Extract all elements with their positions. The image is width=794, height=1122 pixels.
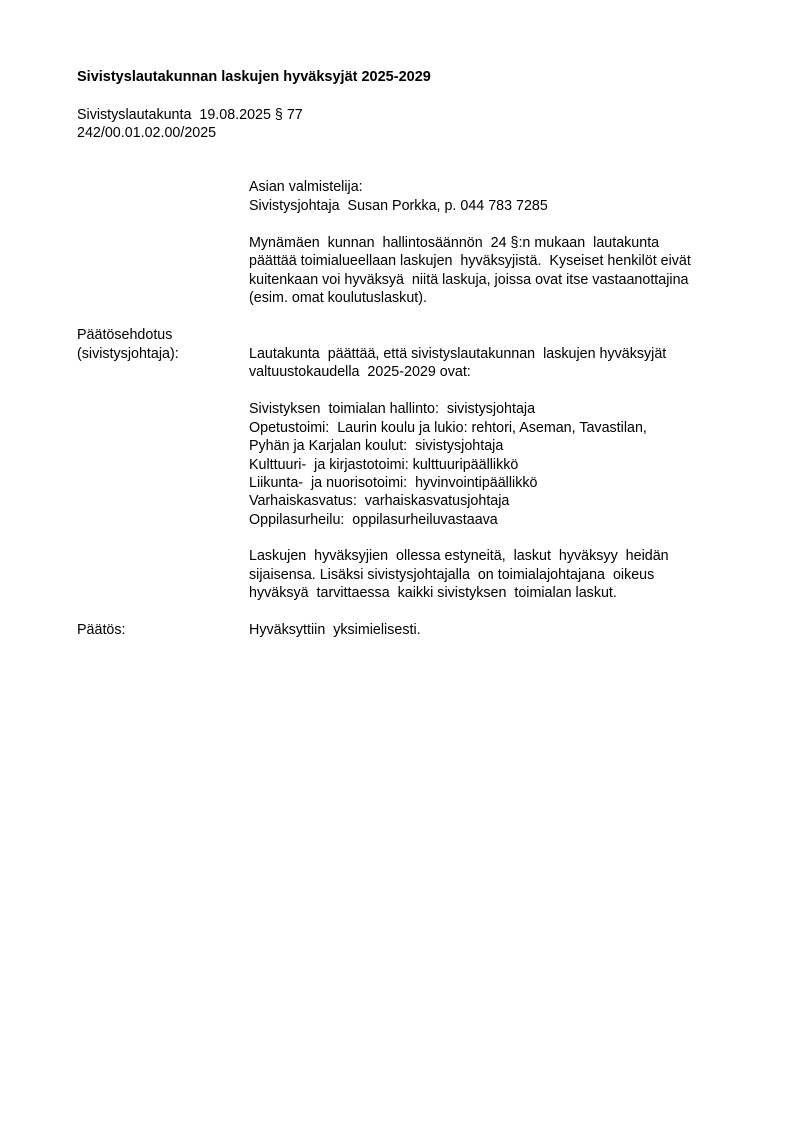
meeting-info: Sivistyslautakunta 19.08.2025 § 77 xyxy=(77,107,303,123)
proposal-intro-line: valtuustokaudella 2025-2029 ovat: xyxy=(249,364,471,380)
background-line: kuitenkaan voi hyväksyä niitä laskuja, joissa ovat itse vastaanottajina xyxy=(249,272,689,288)
decision-text: Hyväksyttiin yksimielisesti. xyxy=(249,622,421,638)
background-line: (esim. omat koulutuslaskut). xyxy=(249,290,427,306)
approver-line: Oppilasurheilu: oppilasurheiluvastaava xyxy=(249,512,498,528)
substitutes-line: Laskujen hyväksyjien ollessa estyneitä, laskut hyväksyy heidän xyxy=(249,548,669,564)
case-number: 242/00.01.02.00/2025 xyxy=(77,125,217,141)
background-line: päättää toimialueellaan laskujen hyväksyjistä. Kyseiset henkilöt eivät xyxy=(249,253,691,269)
preparer-name: Sivistysjohtaja Susan Porkka, p. 044 783 7285 xyxy=(249,198,548,214)
preparer-label: Asian valmistelija: xyxy=(249,179,363,195)
substitutes-line: hyväksyä tarvittaessa kaikki sivistyksen toimialan laskut. xyxy=(249,585,617,601)
document-title: Sivistyslautakunnan laskujen hyväksyjät 2025-2029 xyxy=(77,69,431,85)
proposal-label: Päätösehdotus xyxy=(77,327,173,343)
proposal-label-sub: (sivistysjohtaja): xyxy=(77,346,179,362)
proposal-intro-line: Lautakunta päättää, että sivistyslautakunnan laskujen hyväksyjät xyxy=(249,346,667,362)
approver-line: Kulttuuri- ja kirjastotoimi: kulttuuripäällikkö xyxy=(249,457,519,473)
approver-line: Sivistyksen toimialan hallinto: sivistysjohtaja xyxy=(249,401,536,417)
approver-line: Liikunta- ja nuorisotoimi: hyvinvointipäällikkö xyxy=(249,475,538,491)
approver-line: Pyhän ja Karjalan koulut: sivistysjohtaja xyxy=(249,438,504,454)
decision-label: Päätös: xyxy=(77,622,126,638)
background-line: Mynämäen kunnan hallintosäännön 24 §:n mukaan lautakunta xyxy=(249,235,660,251)
approver-line: Opetustoimi: Laurin koulu ja lukio: rehtori, Aseman, Tavastilan, xyxy=(249,420,647,436)
substitutes-line: sijaisensa. Lisäksi sivistysjohtajalla on toimialajohtajana oikeus xyxy=(249,567,655,583)
approver-line: Varhaiskasvatus: varhaiskasvatusjohtaja xyxy=(249,493,510,509)
